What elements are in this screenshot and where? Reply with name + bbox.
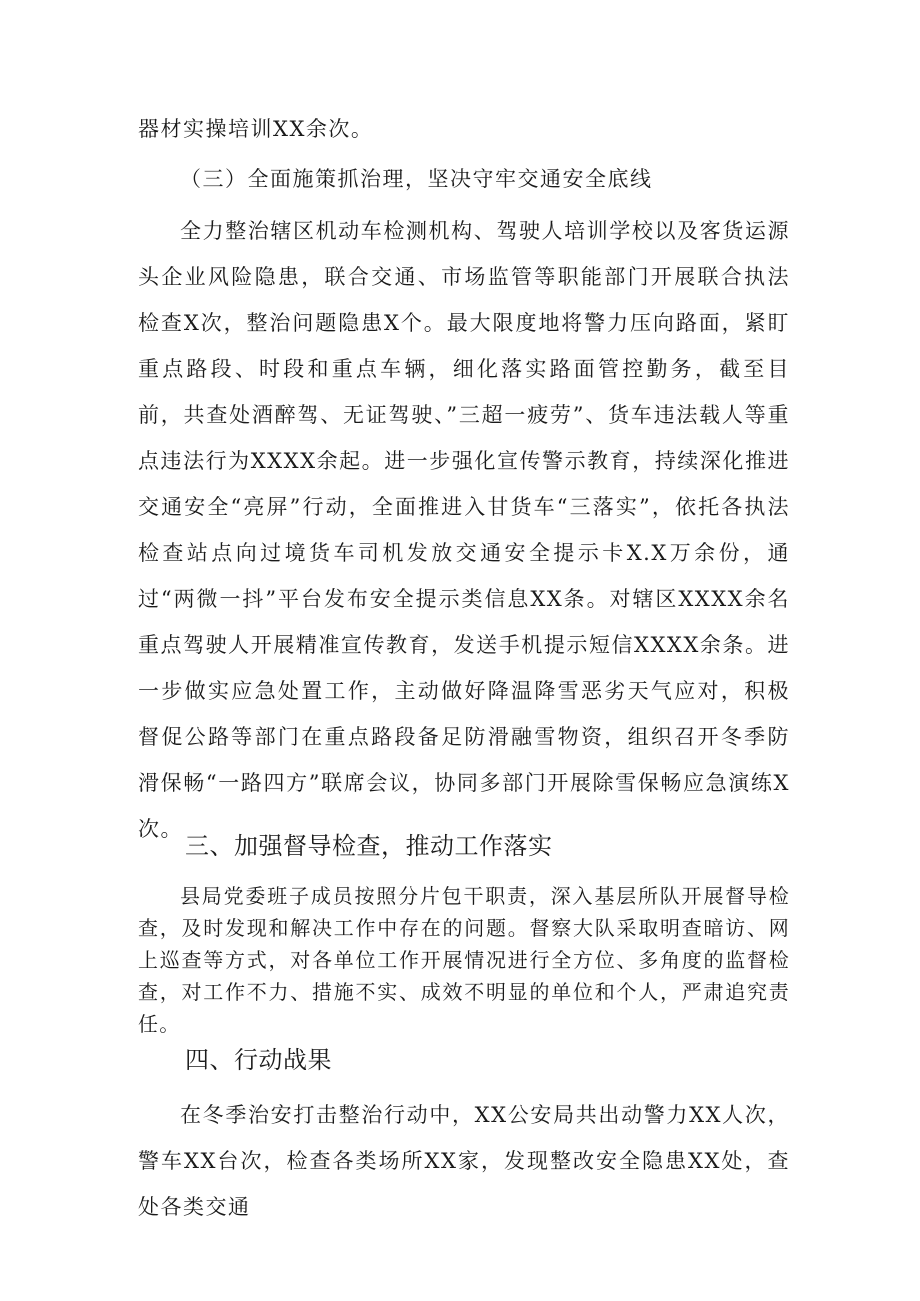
- paragraph-training-tail: 器材实操培训XX余次。: [138, 117, 374, 141]
- paragraph-supervision: 县局党委班子成员按照分片包干职责，深入基层所队开展督导检查，及时发现和解决工作中存在的问题。督察大队采取明查暗访、网上巡查等方式，对各单位工作开展情况进行全方位、多角度的监督检查，对工作不力、措施不实、成效不明显的单位和个人，严肃追究责任。: [138, 884, 790, 1036]
- paragraph-results: 在冬季治安打击整治行动中，XX公安局共出动警力XX人次，警车XX台次，检查各类场所XX家，发现整改安全隐患XX处，查处各类交通: [138, 1103, 790, 1219]
- subsection-title-traffic-safety: （三）全面施策抓治理，坚决守牢交通安全底线: [180, 167, 653, 191]
- section-heading-supervision: 三、加强督导检查，推动工作落实: [185, 832, 553, 860]
- paragraph-traffic-governance: 全力整治辖区机动车检测机构、驾驶人培训学校以及客货运源头企业风险隐患，联合交通、市场监管等职能部门开展联合执法检查X次，整治问题隐患X个。最大限度地将警力压向路面，紧盯重点路段、时段和重点车辆，细化落实路面管控勤务，截至目前，共查处酒醉驾、无证驾驶、”三超一疲劳”、货车违法载人等重点违法行为XXXX余起。进一步强化宣传警示教育，持续深化推进交通安全“亮屏”行动，全面推进入甘货车“三落实”，依托各执法检查站点向过境货车司机发放交通安全提示卡X.X万余份，通过“两微一抖”平台发布安全提示类信息XX条。对辖区XXXX余名重点驾驶人开展精准宣传教育，发送手机提示短信XXXX余条。进一步做实应急处置工作，主动做好降温降雪恶劣天气应对，积极督促公路等部门在重点路段备足防滑融雪物资，组织召开冬季防滑保畅“一路四方”联席会议，协同多部门开展除雪保畅应急演练X次。: [138, 219, 790, 841]
- section-heading-results: 四、行动战果: [185, 1046, 332, 1074]
